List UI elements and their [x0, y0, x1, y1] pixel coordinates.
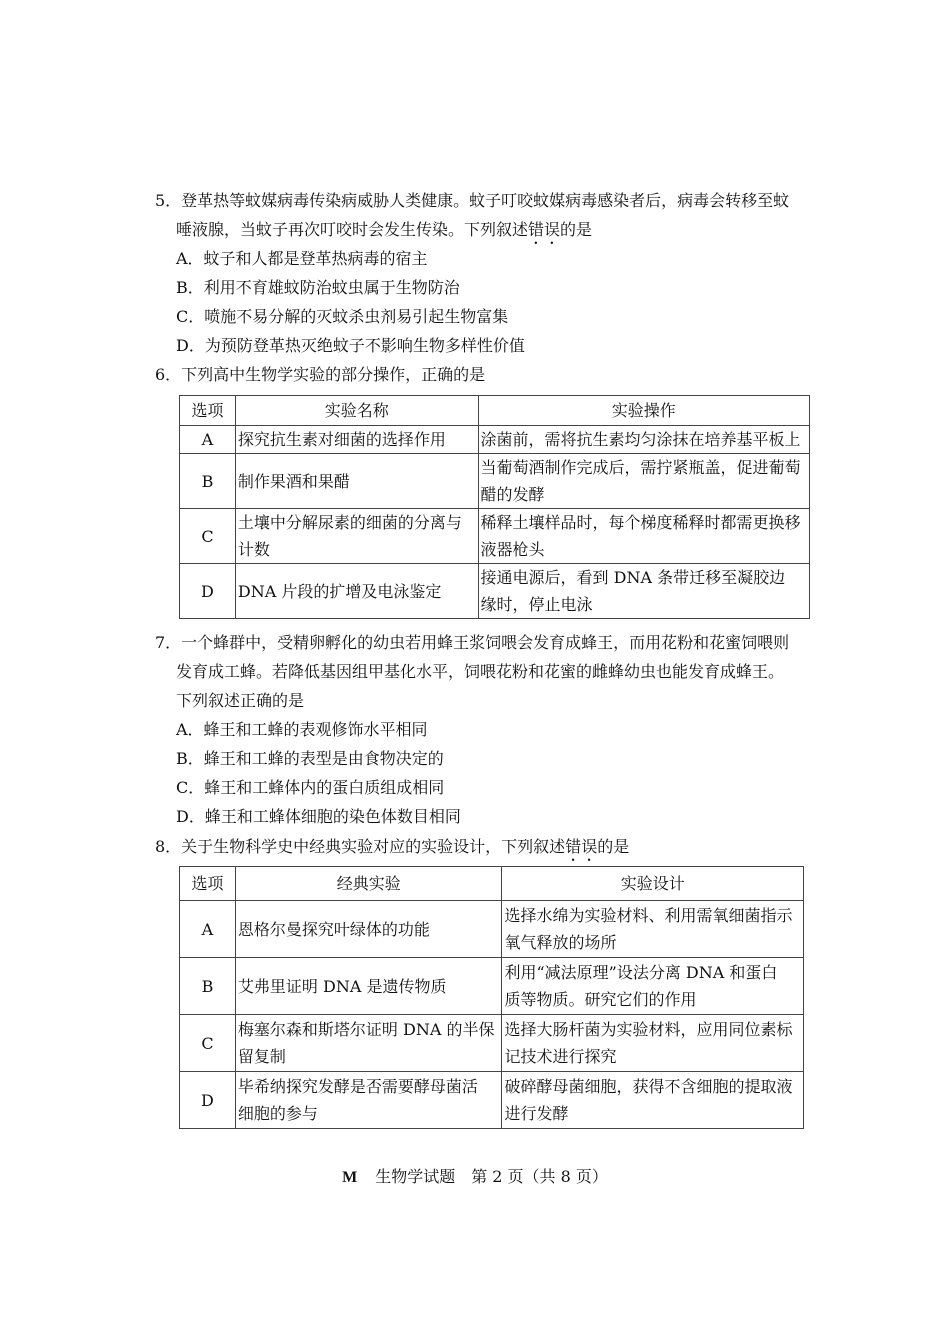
cell-line: 质等物质。研究它们的作用	[504, 990, 697, 1009]
q6-header-operation: 实验操作	[478, 396, 809, 426]
q6-row-b-operation	[478, 454, 809, 509]
q8-header-option: 选项	[180, 867, 236, 901]
q8-row-b-option: B	[180, 958, 236, 1015]
q8-row-c-experiment	[235, 1015, 502, 1072]
q6-row-a-name	[235, 426, 478, 454]
q7-stem-line2: 发育成工蜂。若降低基因组甲基化水平，饲喂花粉和花蜜的雌蜂幼虫也能发育成蜂王。	[176, 662, 785, 681]
cell-line: 梅塞尔森和斯塔尔证明 DNA 的半保	[237, 1020, 495, 1039]
q5-stem-line2-post: 的是	[560, 220, 593, 239]
q6-row-c-option: C	[180, 509, 236, 564]
cell-line: 氧气释放的场所	[504, 933, 617, 952]
q8-stem-pre: 8．关于生物科学史中经典实验对应的实验设计，下列叙述	[155, 837, 566, 856]
q5-option-c: C．喷施不易分解的灭蚊杀虫剂易引起生物富集	[176, 307, 509, 326]
cell-line: 选择大肠杆菌为实验材料，应用同位素标	[504, 1020, 793, 1039]
cell-line: 缘时，停止电泳	[480, 595, 593, 614]
q8-stem	[155, 837, 629, 865]
q6-table	[179, 395, 810, 619]
q7-option-d: D．蜂王和工蜂体细胞的染色体数目相同	[176, 807, 461, 826]
table-row	[180, 958, 804, 1015]
q6-row-a-operation	[478, 426, 809, 454]
q5-option-d: D．为预防登革热灭绝蚊子不影响生物多样性价值	[176, 336, 525, 355]
q8-header-experiment: 经典实验	[235, 867, 502, 901]
q7-option-c: C．蜂王和工蜂体内的蛋白质组成相同	[176, 778, 445, 797]
q8-header-design: 实验设计	[502, 867, 804, 901]
q8-row-c-option: C	[180, 1015, 236, 1072]
q6-row-b-option: B	[180, 454, 236, 509]
q5-option-a: A．蚊子和人都是登革热病毒的宿主	[176, 249, 428, 268]
cell-line: 当葡萄酒制作完成后，需拧紧瓶盖，促进葡萄	[480, 458, 801, 477]
cell-line: 醋的发酵	[480, 485, 545, 504]
q7-stem-line1: 7．一个蜂群中，受精卵孵化的幼虫若用蜂王浆饲喂会发育成蜂王，而用花粉和花蜜饲喂则	[155, 633, 790, 652]
q6-header-name: 实验名称	[235, 396, 478, 426]
q6-header-option: 选项	[180, 396, 236, 426]
q8-row-a-option: A	[180, 901, 236, 958]
q5-stem-line1: 5．登革热等蚊媒病毒传染病威胁人类健康。蚊子叮咬蚊媒病毒感染者后，病毒会转移至蚊	[155, 191, 790, 210]
q6-row-b-name	[235, 454, 478, 509]
cell-line: 制作果酒和果醋	[237, 471, 350, 491]
q6-stem: 6．下列高中生物学实验的部分操作，正确的是	[155, 365, 486, 384]
q5-stem-line2	[176, 220, 592, 248]
cell-line: DNA 片段的扩增及电泳鉴定	[237, 581, 442, 601]
q6-row-d-name	[235, 564, 478, 619]
q8-stem-post: 的是	[597, 837, 630, 856]
footer-text: 生物学试题 第 2 页（共 8 页）	[375, 1167, 608, 1186]
cell-line: 计数	[237, 540, 270, 559]
cell-line: 土壤中分解尿素的细菌的分离与	[237, 513, 462, 532]
cell-line: 细胞的参与	[237, 1104, 318, 1123]
q8-stem-emphasis: 错误	[565, 837, 598, 856]
cell-line: 恩格尔曼探究叶绿体的功能	[237, 919, 430, 939]
table-row	[180, 1015, 804, 1072]
q8-row-c-design	[502, 1015, 804, 1072]
cell-line: 破碎酵母菌细胞，获得不含细胞的提取液	[504, 1077, 793, 1096]
q6-row-c-name	[235, 509, 478, 564]
q8-row-a-design	[502, 901, 804, 958]
cell-line: 接通电源后，看到 DNA 条带迁移至凝胶边	[480, 568, 786, 587]
cell-line: 留复制	[237, 1047, 286, 1066]
cell-line: 艾弗里证明 DNA 是遗传物质	[237, 976, 447, 996]
q8-row-a-experiment	[235, 901, 502, 958]
table-row	[180, 901, 804, 958]
q7-option-a: A．蜂王和工蜂的表观修饰水平相同	[176, 720, 428, 739]
q7-stem-line3: 下列叙述正确的是	[176, 691, 305, 710]
q6-row-d-option: D	[180, 564, 236, 619]
footer-mark: M	[342, 1169, 358, 1186]
q6-row-a-option: A	[180, 426, 236, 454]
q5-option-b: B．利用不育雄蚊防治蚊虫属于生物防治	[176, 278, 460, 297]
q7-option-b: B．蜂王和工蜂的表型是由食物决定的	[176, 749, 444, 768]
cell-line: 探究抗生素对细菌的选择作用	[237, 430, 446, 449]
q8-row-b-experiment	[235, 958, 502, 1015]
cell-line: 记技术进行探究	[504, 1047, 617, 1066]
q6-row-c-operation	[478, 509, 809, 564]
page-footer	[0, 1164, 950, 1187]
cell-line: 进行发酵	[504, 1104, 569, 1123]
q5-stem-line2-pre: 唾液腺，当蚊子再次叮咬时会发生传染。下列叙述	[176, 220, 529, 239]
cell-line: 选择水绵为实验材料、利用需氧细菌指示	[504, 906, 793, 925]
table-row	[180, 564, 810, 619]
table-row	[180, 454, 810, 509]
q8-table	[179, 866, 804, 1129]
q8-row-d-design	[502, 1072, 804, 1129]
q8-row-b-design	[502, 958, 804, 1015]
q8-row-d-experiment	[235, 1072, 502, 1129]
cell-line: 涂菌前，需将抗生素均匀涂抹在培养基平板上	[480, 430, 801, 449]
cell-line: 稀释土壤样品时，每个梯度稀释时都需更换移	[480, 513, 801, 532]
table-row	[180, 1072, 804, 1129]
table-row	[180, 509, 810, 564]
cell-line: 毕希纳探究发酵是否需要酵母菌活	[237, 1077, 478, 1096]
q5-stem-emphasis: 错误	[528, 220, 561, 239]
cell-line: 液器枪头	[480, 540, 545, 559]
q6-row-d-operation	[478, 564, 809, 619]
q8-row-d-option: D	[180, 1072, 236, 1129]
table-row	[180, 426, 810, 454]
cell-line: 利用“减法原理”设法分离 DNA 和蛋白	[504, 963, 778, 982]
